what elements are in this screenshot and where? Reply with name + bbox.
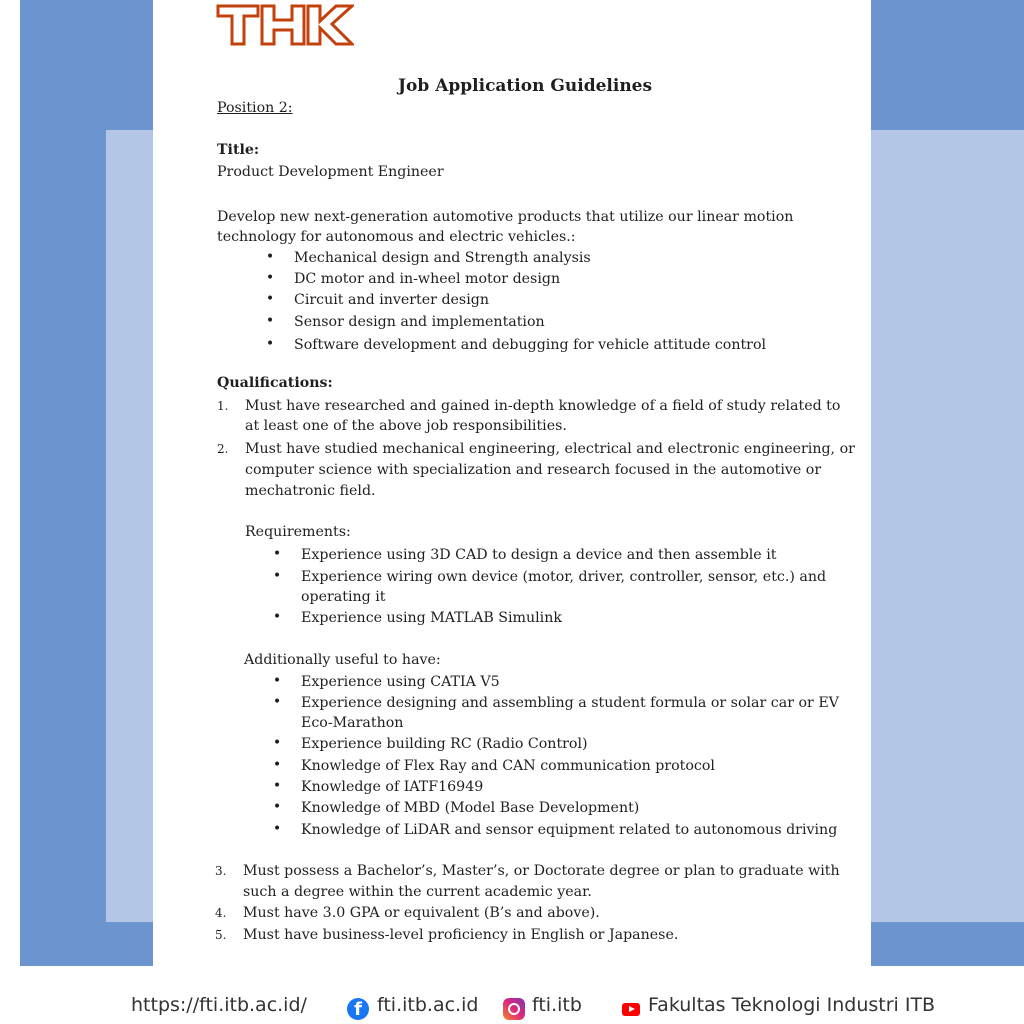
list-number: 5. bbox=[215, 928, 227, 942]
bullet: • bbox=[272, 609, 282, 625]
additional-item: Knowledge of IATF16949 bbox=[301, 779, 484, 795]
list-item: Sensor design and implementation bbox=[294, 314, 545, 330]
requirement-item: Experience wiring own device (motor, driver, controller, sensor, etc.) and bbox=[301, 569, 827, 585]
qualification-line: computer science with specialization and research focused in the automotive or bbox=[245, 462, 822, 478]
qualification-line: Must have studied mechanical engineering, electrical and electronic engineering, or bbox=[245, 441, 855, 457]
bullet: • bbox=[272, 735, 282, 751]
bullet: • bbox=[265, 249, 275, 265]
footer-bar bbox=[0, 990, 1024, 1024]
title-heading: Title: bbox=[217, 142, 260, 158]
website-link[interactable]: https://fti.itb.ac.id/ bbox=[131, 994, 307, 1016]
qualification-line: mechatronic field. bbox=[245, 483, 376, 499]
bullet: • bbox=[265, 291, 275, 307]
requirement-item: operating it bbox=[301, 589, 386, 605]
additional-item: Knowledge of LiDAR and sensor equipment related to autonomous driving bbox=[301, 822, 838, 838]
document-title: Job Application Guidelines bbox=[398, 76, 653, 96]
position-label: Position 2: bbox=[217, 100, 293, 116]
additional-item: Experience building RC (Radio Control) bbox=[301, 736, 588, 752]
qualification-line: Must have 3.0 GPA or equivalent (B’s and above). bbox=[243, 905, 600, 921]
job-title: Product Development Engineer bbox=[217, 164, 444, 180]
qualification-line: Must have business-level proficiency in English or Japanese. bbox=[243, 927, 679, 943]
instagram-icon bbox=[503, 998, 525, 1020]
bullet: • bbox=[265, 313, 275, 329]
qualification-line: Must possess a Bachelor’s, Master’s, or Doctorate degree or plan to graduate with bbox=[243, 863, 840, 879]
list-item: Mechanical design and Strength analysis bbox=[294, 250, 591, 266]
requirement-item: Experience using MATLAB Simulink bbox=[301, 610, 562, 626]
additional-item: Experience designing and assembling a student formula or solar car or EV bbox=[301, 695, 839, 711]
additional-item: Knowledge of MBD (Model Base Development) bbox=[301, 800, 640, 816]
list-item: DC motor and in-wheel motor design bbox=[294, 271, 561, 287]
intro-line: technology for autonomous and electric vehicles.: bbox=[217, 229, 576, 245]
qualification-line: such a degree within the current academic year. bbox=[243, 884, 592, 900]
bullet: • bbox=[272, 821, 282, 837]
additional-item: Experience using CATIA V5 bbox=[301, 674, 500, 690]
bullet: • bbox=[272, 757, 282, 773]
facebook-icon: f bbox=[347, 998, 369, 1020]
bullet: • bbox=[265, 270, 275, 286]
bullet: • bbox=[272, 778, 282, 794]
additional-heading: Additionally useful to have: bbox=[244, 652, 441, 668]
list-item: Software development and debugging for vehicle attitude control bbox=[294, 337, 767, 353]
bullet: • bbox=[272, 546, 282, 562]
requirements-heading: Requirements: bbox=[245, 524, 351, 540]
list-item: Circuit and inverter design bbox=[294, 292, 489, 308]
bullet: • bbox=[265, 336, 275, 352]
qualification-line: at least one of the above job responsibilities. bbox=[245, 418, 567, 434]
intro-line: Develop new next-generation automotive products that utilize our linear motion bbox=[217, 209, 794, 225]
youtube-link[interactable]: Fakultas Teknologi Industri ITB bbox=[648, 994, 936, 1016]
bullet: • bbox=[272, 673, 282, 689]
list-number: 3. bbox=[215, 864, 227, 878]
list-number: 1. bbox=[217, 399, 229, 413]
bullet: • bbox=[272, 568, 282, 584]
requirement-item: Experience using 3D CAD to design a device and then assemble it bbox=[301, 547, 777, 563]
qualification-line: Must have researched and gained in-depth knowledge of a field of study related to bbox=[245, 398, 841, 414]
additional-item: Knowledge of Flex Ray and CAN communication protocol bbox=[301, 758, 715, 774]
bullet: • bbox=[272, 799, 282, 815]
bullet: • bbox=[272, 694, 282, 710]
list-number: 2. bbox=[217, 442, 229, 456]
list-number: 4. bbox=[215, 906, 227, 920]
youtube-icon bbox=[622, 1003, 640, 1016]
qualifications-heading: Qualifications: bbox=[217, 375, 333, 391]
additional-item: Eco-Marathon bbox=[301, 715, 404, 731]
instagram-link[interactable]: fti.itb bbox=[532, 994, 582, 1016]
facebook-link[interactable]: fti.itb.ac.id bbox=[377, 994, 479, 1016]
